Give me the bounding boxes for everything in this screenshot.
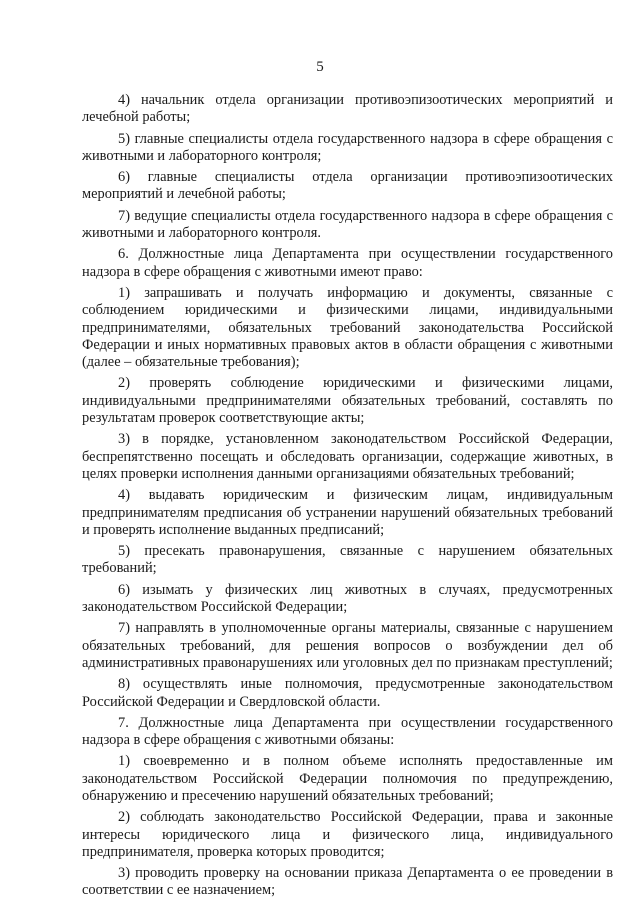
paragraph: 1) своевременно и в полном объеме исполнять предоставленные им законодательством Российской Федерации полномочия по предупреждению, обнаружению и пресечению нарушений обязательных требований; [82,753,613,804]
paragraph: 4) начальник отдела организации противоэпизоотических мероприятий и лечебной работы; [82,92,613,126]
paragraph: 4) выдавать юридическим и физическим лицам, индивидуальным предпринимателям предписания об устранении нарушений обязательных требований и проверять исполнение выданных предписаний; [82,487,613,538]
document-body [82,92,613,904]
paragraph: 2) соблюдать законодательство Российской Федерации, права и законные интересы юридического лица и физического лица, индивидуального предпринимателя, проверка которых проводится; [82,809,613,860]
paragraph: 7) направлять в уполномоченные органы материалы, связанные с нарушением обязательных требований, для решения вопросов о возбуждении дел об административных правонарушениях или уголовных дел по признакам преступлений; [82,620,613,671]
paragraph: 3) в порядке, установленном законодательством Российской Федерации, беспрепятственно посещать и обследовать организации, содержащие животных, в целях проверки исполнения данными организациями обязательных требований; [82,431,613,482]
paragraph: 3) проводить проверку на основании приказа Департамента о ее проведении в соответствии с ее назначением; [82,865,613,899]
paragraph: 5) главные специалисты отдела государственного надзора в сфере обращения с животными и лабораторного контроля; [82,130,613,164]
page-number: 5 [316,59,324,75]
paragraph: 6) главные специалисты отдела организации противоэпизоотических мероприятий и лечебной работы; [82,169,613,203]
paragraph: 5) пресекать правонарушения, связанные с нарушением обязательных требований; [82,543,613,577]
paragraph: 1) запрашивать и получать информацию и документы, связанные с соблюдением юридическими и физическими лицами, индивидуальными предпринимателями, обязательных требований законодательства Российской Федерации и иных нормативных правовых актов в области обращения с животными (далее – обязательные требования); [82,284,613,371]
paragraph: 8) осуществлять иные полномочия, предусмотренные законодательством Российской Федерации и Свердловской области. [82,676,613,710]
paragraph: 6) изымать у физических лиц животных в случаях, предусмотренных законодательством Российской Федерации; [82,581,613,616]
section-heading-paragraph: 6. Должностные лица Департамента при осуществлении государственного надзора в сфере обращения с животными имеют право: [82,246,613,280]
paragraph: 7) ведущие специалисты отдела государственного надзора в сфере обращения с животными и лабораторного контроля. [82,207,613,242]
paragraph: 2) проверять соблюдение юридическими и физическими лицами, индивидуальными предпринимателями обязательных требований, составлять по результатам проверок соответствующие акты; [82,375,613,427]
section-heading-paragraph: 7. Должностные лица Департамента при осуществлении государственного надзора в сфере обращения с животными обязаны: [82,714,613,749]
